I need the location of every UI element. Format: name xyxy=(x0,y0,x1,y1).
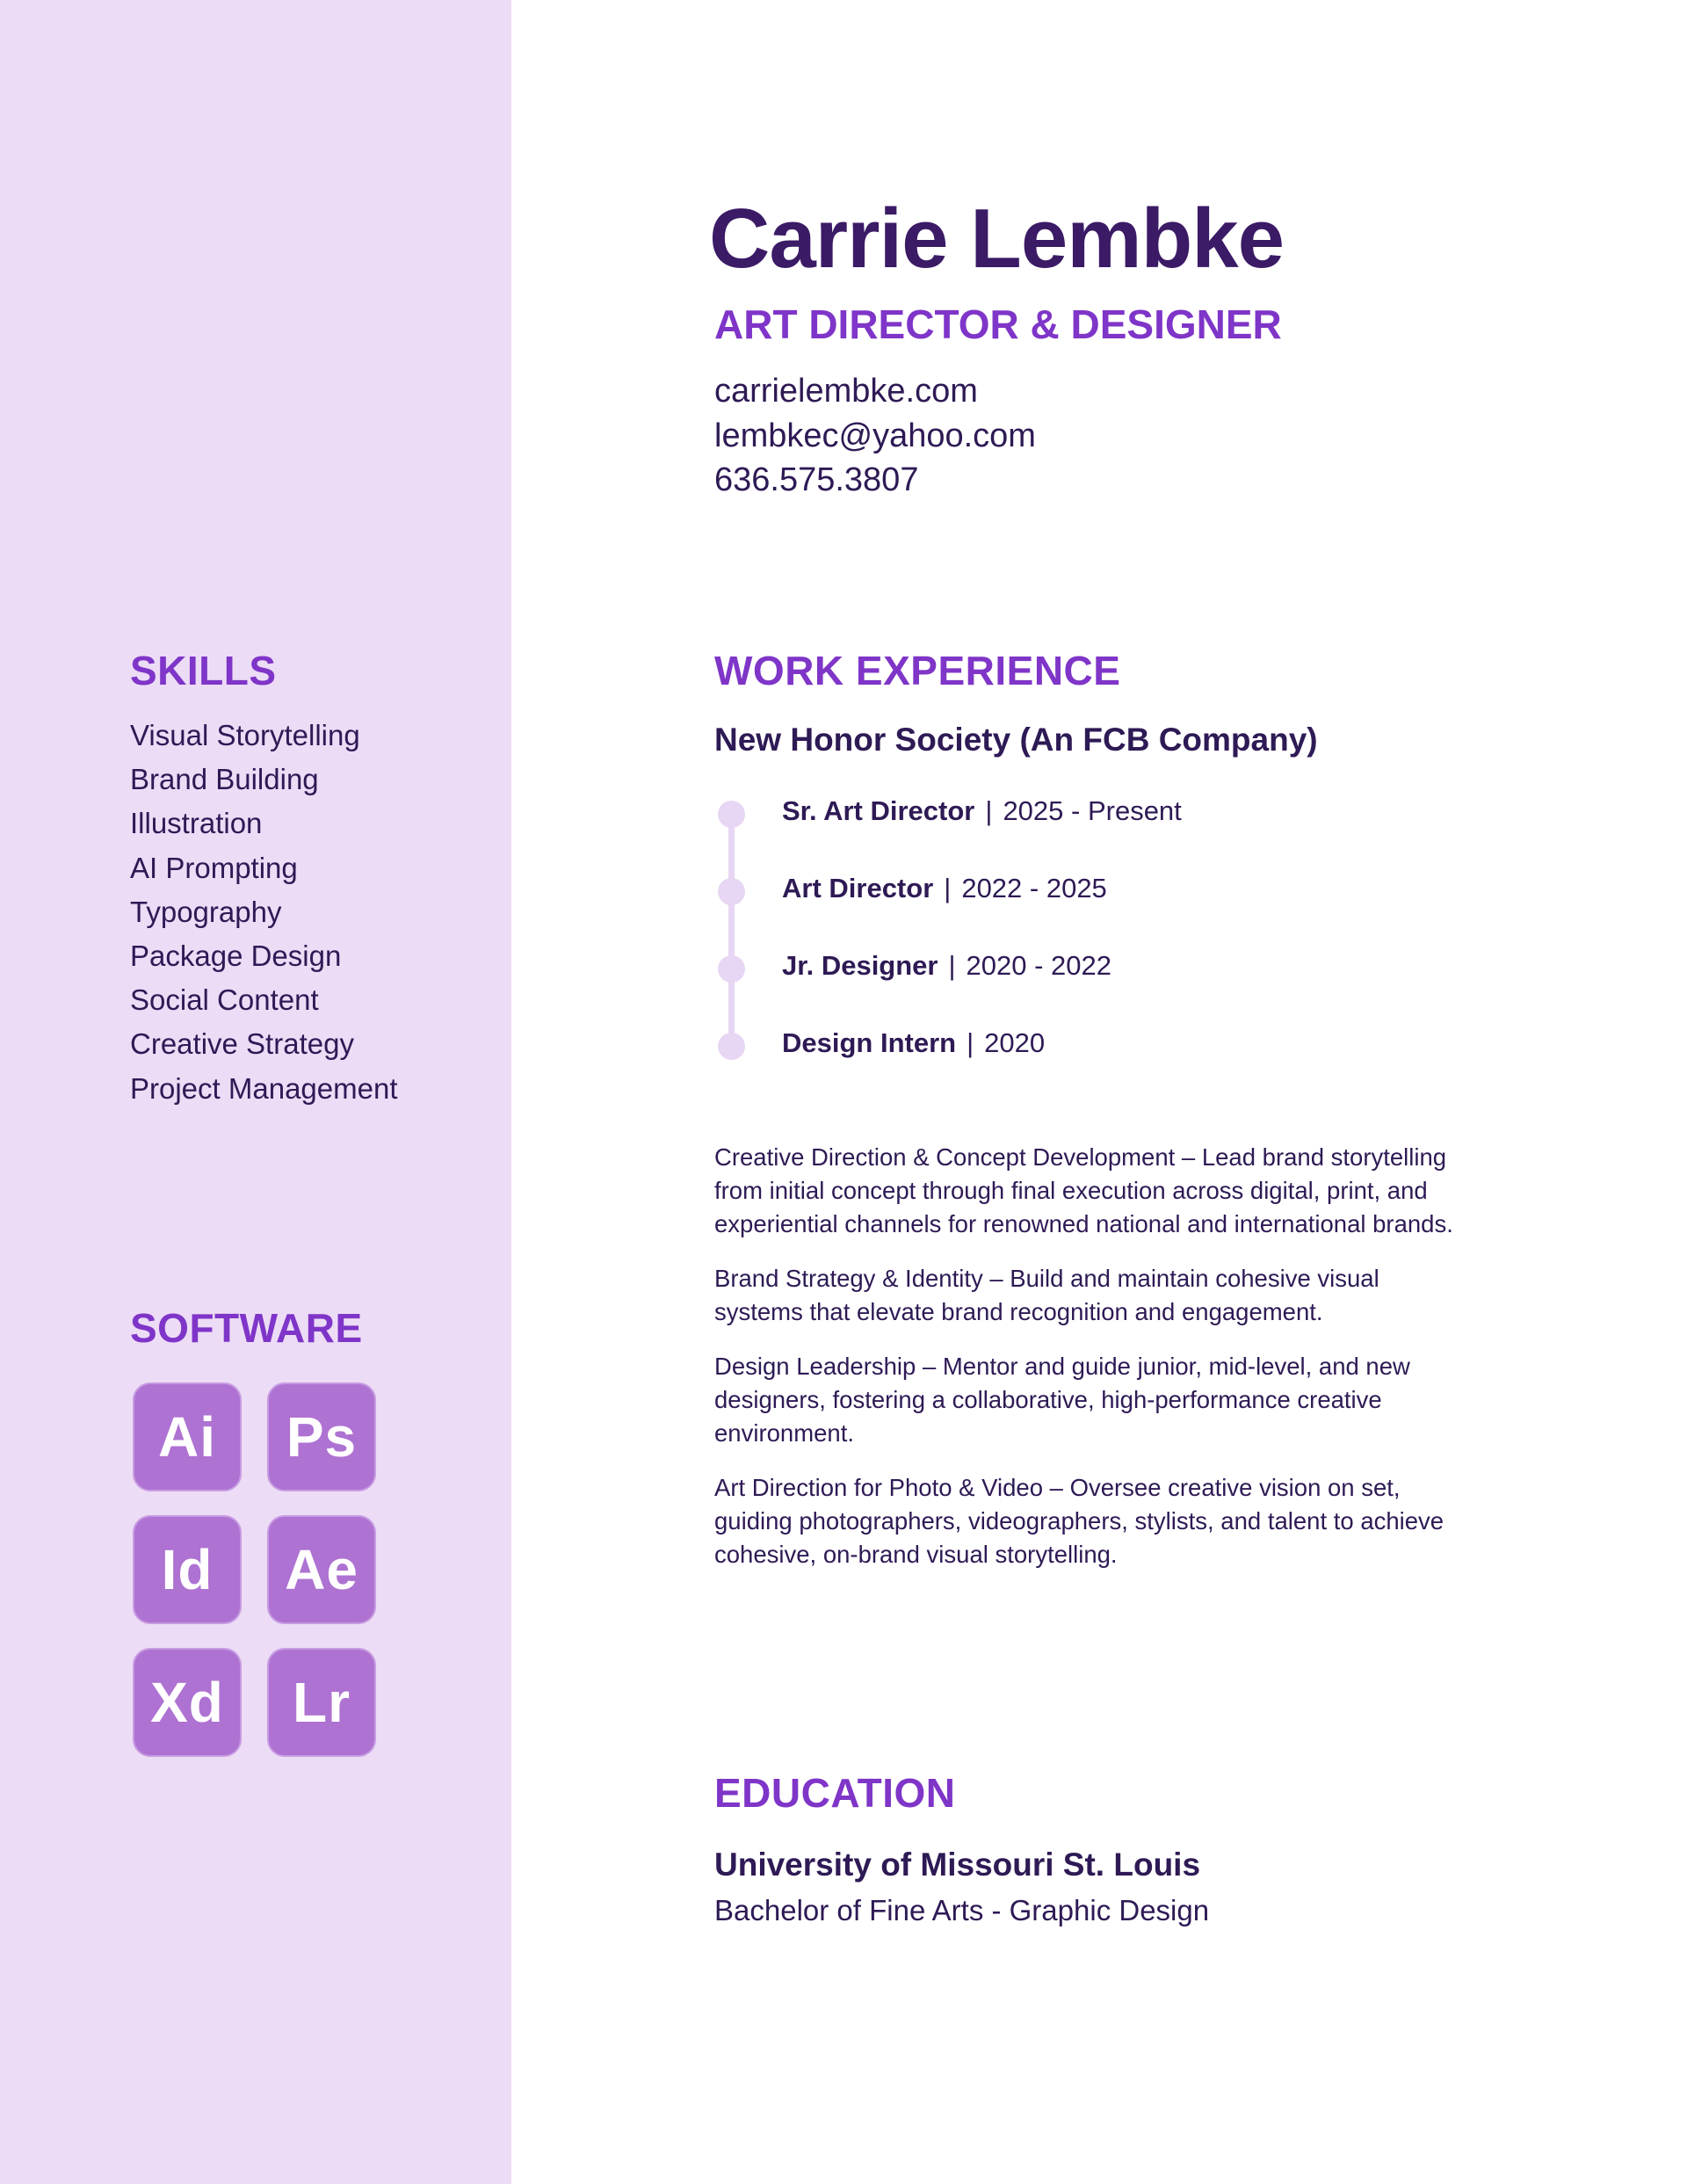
position-separator: | xyxy=(985,795,993,826)
description-paragraph: Design Leadership – Mentor and guide junior, mid-level, and new designers, fostering a collaborative, high-performance creative environment. xyxy=(714,1353,1410,1447)
skill-item: Visual Storytelling xyxy=(130,719,360,751)
job-title: ART DIRECTOR & DESIGNER xyxy=(714,301,1282,347)
position-timeline xyxy=(717,796,1508,1069)
education-heading: EDUCATION xyxy=(714,1770,956,1816)
position-text xyxy=(782,874,1107,903)
timeline-dot-icon xyxy=(718,878,745,905)
company-name: New Honor Society (An FCB Company) xyxy=(714,722,1318,758)
timeline-item xyxy=(717,1028,1508,1058)
phone-number: 636.575.3807 xyxy=(714,461,919,498)
skills-list xyxy=(130,714,398,1111)
position-separator: | xyxy=(944,873,952,903)
timeline-dot-icon xyxy=(718,1033,745,1060)
indesign-icon: Id xyxy=(133,1515,242,1624)
position-dates: 2022 - 2025 xyxy=(961,873,1107,903)
timeline-item xyxy=(717,951,1508,981)
timeline-item xyxy=(717,874,1508,903)
illustrator-icon: Ai xyxy=(133,1382,242,1491)
timeline-item xyxy=(717,796,1508,826)
position-dates: 2020 - 2022 xyxy=(966,950,1112,981)
position-text xyxy=(782,951,1111,981)
skills-heading: SKILLS xyxy=(130,648,277,693)
skill-item: Creative Strategy xyxy=(130,1027,354,1061)
position-text xyxy=(782,796,1182,826)
skill-item: AI Prompting xyxy=(130,851,298,884)
position-text xyxy=(782,1028,1045,1058)
description-paragraph: Art Direction for Photo & Video – Oversee creative vision on set, guiding photographers, videographers, stylists, and talent to achieve cohesive, on-brand visual storytelling. xyxy=(714,1474,1444,1568)
school-name: University of Missouri St. Louis xyxy=(714,1847,1201,1883)
position-separator: | xyxy=(948,950,956,981)
contact-info xyxy=(714,369,1036,503)
timeline-dot-icon xyxy=(718,801,745,828)
skill-item: Brand Building xyxy=(130,763,319,796)
after-effects-icon: Ae xyxy=(267,1515,376,1624)
position-dates: 2020 xyxy=(984,1027,1046,1058)
skill-item: Package Design xyxy=(130,940,342,973)
software-grid xyxy=(133,1382,378,1757)
lightroom-icon: Lr xyxy=(267,1648,376,1757)
photoshop-icon: Ps xyxy=(267,1382,376,1491)
position-dates: 2025 - Present xyxy=(1003,795,1182,826)
work-descriptions xyxy=(714,1141,1461,1593)
software-heading: SOFTWARE xyxy=(130,1305,363,1351)
description-paragraph: Creative Direction & Concept Development – Lead brand storytelling from initial concept through final execution across digital, print, and experiential channels for renowned national and international brands. xyxy=(714,1143,1453,1237)
timeline-line xyxy=(728,812,735,1041)
description-paragraph: Brand Strategy & Identity – Build and maintain cohesive visual systems that elevate brand recognition and engagement. xyxy=(714,1265,1379,1325)
position-role: Design Intern xyxy=(782,1027,957,1058)
skill-item: Project Management xyxy=(130,1071,398,1105)
candidate-name: Carrie Lembke xyxy=(709,192,1284,286)
skill-item: Illustration xyxy=(130,807,263,840)
position-role: Art Director xyxy=(782,873,934,903)
degree-text: Bachelor of Fine Arts - Graphic Design xyxy=(714,1894,1210,1926)
position-separator: | xyxy=(967,1027,974,1058)
website-link[interactable]: carrielembke.com xyxy=(714,373,978,410)
skill-item: Typography xyxy=(130,895,282,928)
work-experience-heading: WORK EXPERIENCE xyxy=(714,648,1121,693)
sidebar xyxy=(0,0,511,2184)
position-role: Jr. Designer xyxy=(782,950,938,981)
email-link[interactable]: lembkec@yahoo.com xyxy=(714,417,1036,454)
xd-icon: Xd xyxy=(133,1648,242,1757)
timeline-dot-icon xyxy=(718,955,745,983)
position-role: Sr. Art Director xyxy=(782,795,975,826)
skill-item: Social Content xyxy=(130,983,319,1017)
